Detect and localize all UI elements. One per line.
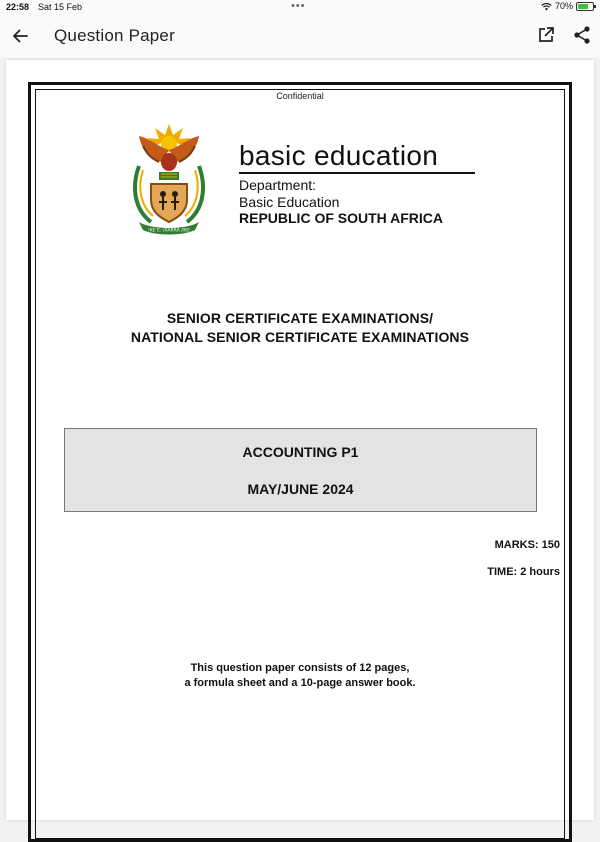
subject-title: ACCOUNTING P1 <box>242 444 359 460</box>
multitasking-dots[interactable]: ••• <box>291 0 306 12</box>
share-button[interactable] <box>572 25 594 47</box>
status-right <box>541 1 594 11</box>
brand-underline <box>239 172 475 174</box>
brand-name: basic education <box>239 140 439 171</box>
exam-title-line-1: SENIOR CERTIFICATE EXAMINATIONS/ <box>166 310 434 326</box>
battery-icon <box>576 2 594 11</box>
country-name: REPUBLIC OF SOUTH AFRICA <box>239 210 444 226</box>
app-bar <box>0 14 600 58</box>
battery-fill <box>578 4 588 9</box>
exam-title-line-2: NATIONAL SENIOR CERTIFICATE EXAMINATIONS <box>130 329 470 345</box>
confidential-label: Confidential <box>276 91 324 101</box>
arrow-left-icon <box>11 27 29 45</box>
open-external-button[interactable] <box>536 25 558 47</box>
department-name: Basic Education <box>239 194 340 210</box>
back-button[interactable] <box>8 24 32 48</box>
time-label: TIME: 2 hours <box>487 566 560 578</box>
subject-box <box>64 428 537 512</box>
page-title: Question Paper <box>54 26 175 45</box>
page-count-note-line-1: This question paper consists of 12 pages, <box>190 662 410 674</box>
status-date: Sat 15 Feb <box>38 2 83 12</box>
page-count-note-line-2: a formula sheet and a 10-page answer book. <box>184 677 416 689</box>
document-page[interactable] <box>6 60 594 820</box>
department-label: Department: <box>239 177 317 193</box>
coat-of-arms-icon <box>121 118 217 236</box>
coat-of-arms-motto: !KE E: /XARRA //KE <box>148 228 190 234</box>
marks-label: MARKS: 150 <box>494 539 560 551</box>
status-time: 22:58 <box>6 2 30 12</box>
status-bar <box>0 0 600 14</box>
battery-percent: 70% <box>554 1 573 11</box>
wifi-icon <box>541 2 552 11</box>
share-icon <box>572 25 592 45</box>
exam-session: MAY/JUNE 2024 <box>247 481 354 497</box>
open-external-icon <box>536 25 556 45</box>
